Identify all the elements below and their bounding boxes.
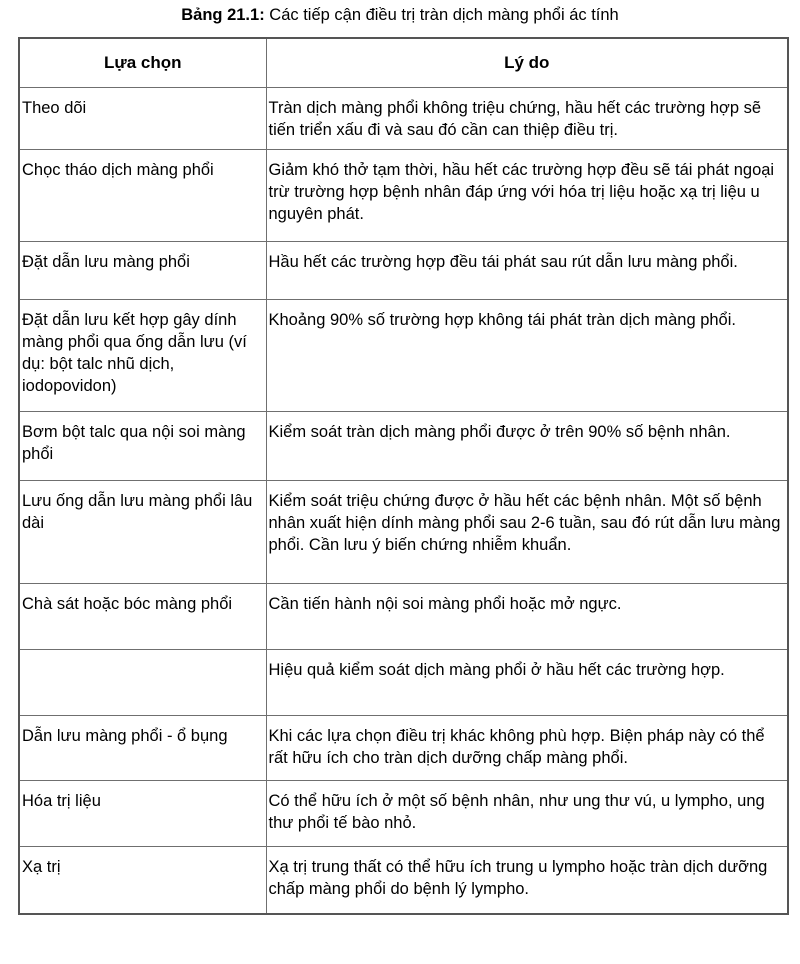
option-cell [19,650,266,716]
reason-cell: Có thể hữu ích ở một số bệnh nhân, như ung thư vú, u lympho, ung thư phổi tế bào nhỏ. [266,781,788,847]
reason-cell: Cần tiến hành nội soi màng phổi hoặc mở ngực. [266,584,788,650]
reason-cell: Giảm khó thở tạm thời, hầu hết các trường hợp đều sẽ tái phát ngoại trừ trường hợp bệnh nhân đáp ứng với hóa trị liệu hoặc xạ trị liệu u nguyên phát. [266,150,788,242]
reason-cell: Kiểm soát tràn dịch màng phổi được ở trên 90% số bệnh nhân. [266,412,788,481]
reason-cell: Khi các lựa chọn điều trị khác không phù hợp. Biện pháp này có thể rất hữu ích cho tràn dịch dưỡng chấp màng phổi. [266,716,788,781]
treatment-table [18,37,789,915]
option-cell: Đặt dẫn lưu màng phổi [19,242,266,300]
option-cell: Chà sát hoặc bóc màng phổi [19,584,266,650]
caption-label: Bảng 21.1: [181,6,265,24]
reason-cell: Hiệu quả kiểm soát dịch màng phổi ở hầu hết các trường hợp. [266,650,788,716]
table-row [19,88,788,150]
option-cell: Chọc tháo dịch màng phổi [19,150,266,242]
table-row [19,847,788,914]
option-cell: Hóa trị liệu [19,781,266,847]
table-row [19,300,788,412]
table-row [19,781,788,847]
table-row [19,412,788,481]
table-row [19,150,788,242]
header-reason: Lý do [266,38,788,88]
table-row [19,242,788,300]
option-cell: Đặt dẫn lưu kết hợp gây dính màng phổi qua ống dẫn lưu (ví dụ: bột talc nhũ dịch, iodopovidon) [19,300,266,412]
reason-cell: Hầu hết các trường hợp đều tái phát sau rút dẫn lưu màng phổi. [266,242,788,300]
table-row [19,481,788,584]
option-cell: Lưu ống dẫn lưu màng phổi lâu dài [19,481,266,584]
table-row [19,716,788,781]
table-row [19,650,788,716]
table-header-row [19,38,788,88]
option-cell: Theo dõi [19,88,266,150]
reason-cell: Kiểm soát triệu chứng được ở hầu hết các bệnh nhân. Một số bệnh nhân xuất hiện dính màng phổi sau 2-6 tuần, sau đó rút dẫn lưu màng phổi. Cần lưu ý biến chứng nhiễm khuẩn. [266,481,788,584]
option-cell: Dẫn lưu màng phổi - ổ bụng [19,716,266,781]
option-cell: Xạ trị [19,847,266,914]
header-option: Lựa chọn [19,38,266,88]
table-caption [0,5,800,25]
reason-cell: Xạ trị trung thất có thể hữu ích trung u lympho hoặc tràn dịch dưỡng chấp màng phổi do bệnh lý lympho. [266,847,788,914]
reason-cell: Tràn dịch màng phổi không triệu chứng, hầu hết các trường hợp sẽ tiến triển xấu đi và sau đó cần can thiệp điều trị. [266,88,788,150]
reason-cell: Khoảng 90% số trường hợp không tái phát tràn dịch màng phổi. [266,300,788,412]
cut-off-next-line [0,955,800,964]
table-row [19,584,788,650]
option-cell: Bơm bột talc qua nội soi màng phổi [19,412,266,481]
caption-title: Các tiếp cận điều trị tràn dịch màng phổi ác tính [264,6,619,24]
